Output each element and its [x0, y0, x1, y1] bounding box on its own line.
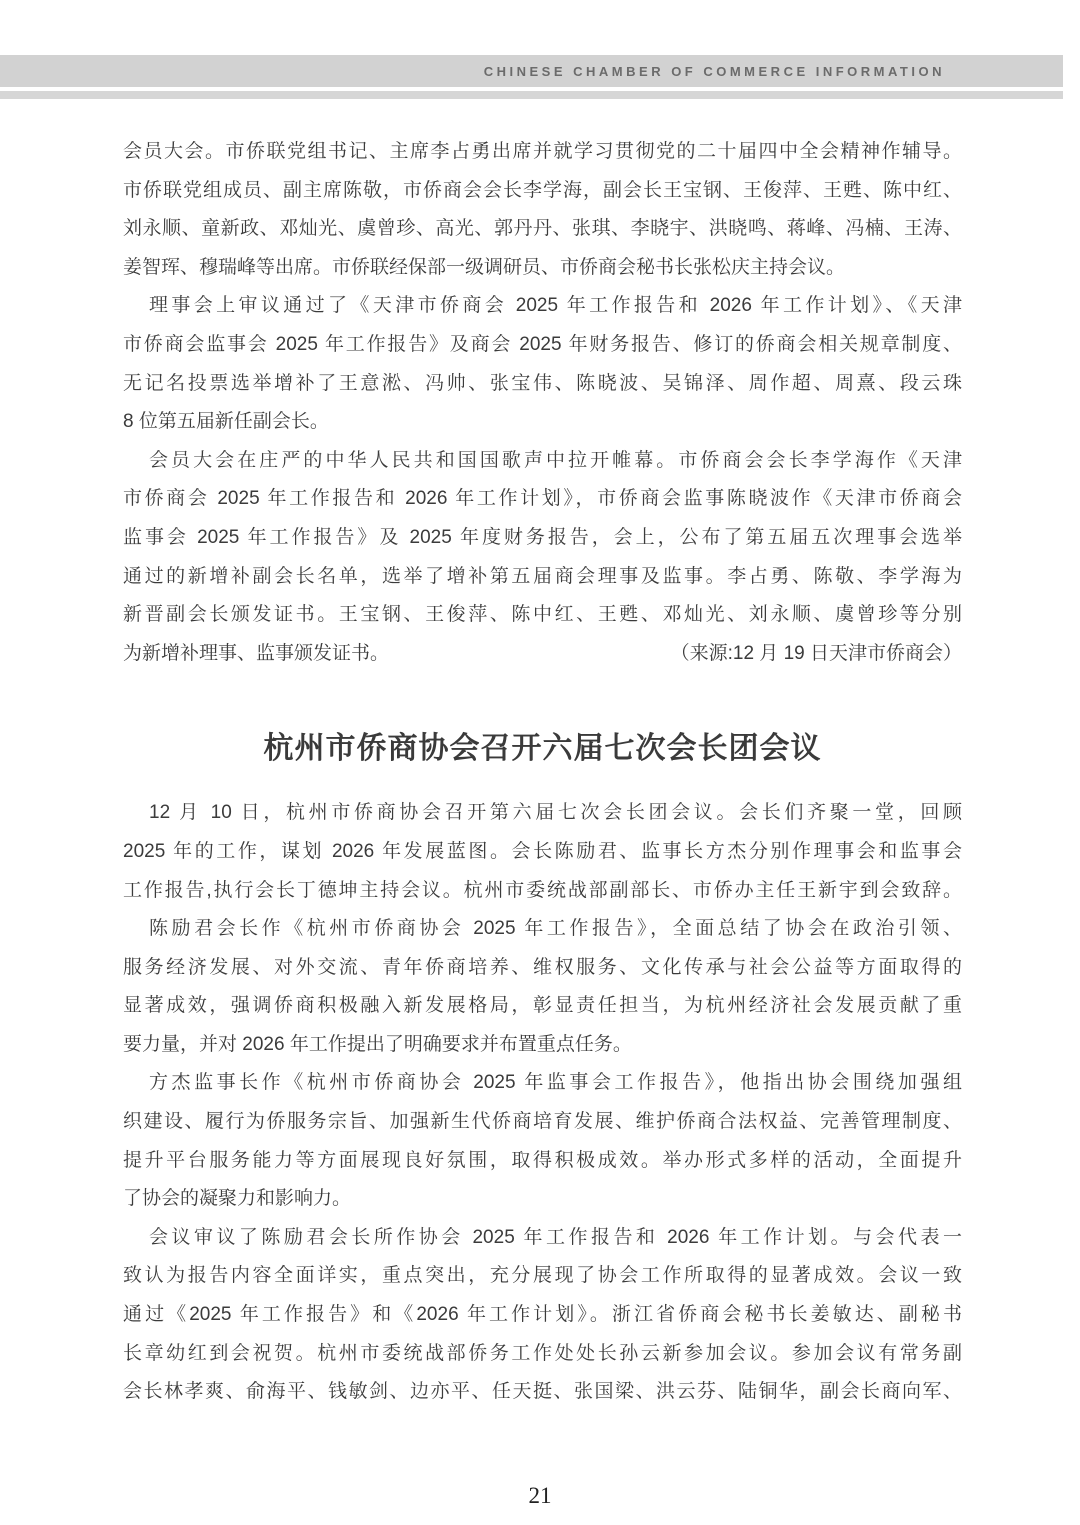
header-banner-title: CHINESE CHAMBER OF COMMERCE INFORMATION [483, 63, 945, 79]
header-banner-underline [0, 91, 1063, 99]
paragraph [123, 287, 962, 441]
body-line: 市侨商会 2025 年工作报告和 2026 年工作计划》，市侨商会监事陈晓波作《天津市侨商会 [123, 488, 962, 510]
paragraph [123, 133, 962, 287]
source-line [123, 635, 962, 674]
body-line: 提升平台服务能力等方面展现良好氛围，取得积极成效。举办形式多样的活动，全面提升 [123, 1149, 962, 1171]
body-line: 会员大会在庄严的中华人民共和国国歌声中拉开帷幕。市侨商会会长李学海作《天津 [149, 449, 962, 471]
source-line-text: 为新增补理事、监事颁发证书。 [123, 642, 390, 664]
paragraph [123, 1064, 962, 1218]
body-line: 市侨商会监事会 2025 年工作报告》及商会 2025 年财务报告、修订的侨商会相关规章制度、 [123, 333, 962, 355]
paragraph [123, 794, 962, 910]
body-line: 工作报告,执行会长丁德坤主持会议。杭州市委统战部副部长、市侨办主任王新宇到会致辞。 [123, 879, 962, 901]
body-line: 通过的新增补副会长名单，选举了增补第五届商会理事及监事。李占勇、陈敬、李学海为 [123, 565, 962, 587]
body-line: 了协会的凝聚力和影响力。 [123, 1188, 352, 1210]
body-line: 姜智珲、穆瑞峰等出席。市侨联经保部一级调研员、市侨商会秘书长张松庆主持会议。 [123, 256, 846, 278]
body-line: 服务经济发展、对外交流、青年侨商培养、维权服务、文化传承与社会公益等方面取得的 [123, 956, 962, 978]
article-content [123, 133, 962, 1412]
body-line: 会员大会。市侨联党组书记、主席李占勇出席并就学习贯彻党的二十届四中全会精神作辅导。 [123, 141, 962, 162]
body-line: 会长林孝爽、俞海平、钱敏剑、边亦平、任天挺、张国梁、洪云芬、陆铜华，副会长商向军、 [123, 1381, 962, 1403]
body-line: 显著成效，强调侨商积极融入新发展格局，彰显责任担当，为杭州经济社会发展贡献了重 [123, 995, 962, 1017]
page-number: 21 [528, 1483, 552, 1508]
body-line: 致认为报告内容全面详实，重点突出，充分展现了协会工作所取得的显著成效。会议一致 [123, 1265, 962, 1287]
body-line: 织建设、履行为侨服务宗旨、加强新生代侨商培育发展、维护侨商合法权益、完善管理制度、 [123, 1111, 962, 1133]
body-line: 陈励君会长作《杭州市侨商协会 2025 年工作报告》，全面总结了协会在政治引领、 [149, 918, 962, 940]
body-line: 8 位第五届新任副会长。 [123, 411, 329, 433]
paragraph [123, 1219, 962, 1412]
body-line: 刘永顺、童新政、邓灿光、虞曾珍、高光、郭丹丹、张琪、李晓宇、洪晓鸣、蒋峰、冯楠、王涛、 [123, 218, 962, 240]
body-line: 长章幼红到会祝贺。杭州市委统战部侨务工作处处长孙云新参加会议。参加会议有常务副 [123, 1342, 962, 1364]
article-source: （来源:12 月 19 日天津市侨商会） [670, 642, 962, 664]
paragraph [123, 442, 962, 635]
body-line: 新晋副会长颁发证书。王宝钢、王俊萍、陈中红、王甦、邓灿光、刘永顺、虞曾珍等分别 [123, 604, 962, 626]
article-title: 杭州市侨商协会召开六届七次会长团会议 [263, 732, 822, 766]
body-line: 无记名投票选举增补了王意淞、冯帅、张宝伟、陈晓波、吴锦泽、周作超、周熹、段云珠 [123, 372, 962, 394]
body-line: 监事会 2025 年工作报告》及 2025 年度财务报告，会上，公布了第五届五次理事会选举 [123, 526, 962, 548]
body-line: 通过《2025 年工作报告》和《2026 年工作计划》。浙江省侨商会秘书长姜敏达、副秘书 [123, 1304, 962, 1326]
body-line: 要力量，并对 2026 年工作提出了明确要求并布置重点任务。 [123, 1033, 632, 1055]
paragraph [123, 910, 962, 1064]
body-line: 2025 年的工作，谋划 2026 年发展蓝图。会长陈励君、监事长方杰分别作理事会和监事会 [123, 840, 962, 862]
body-line: 市侨联党组成员、副主席陈敬，市侨商会会长李学海，副会长王宝钢、王俊萍、王甦、陈中红、 [123, 179, 962, 201]
body-line: 理事会上审议通过了《天津市侨商会 2025 年工作报告和 2026 年工作计划》、《天津 [149, 295, 962, 317]
body-line: 方杰监事长作《杭州市侨商协会 2025 年监事会工作报告》，他指出协会围绕加强组 [149, 1072, 962, 1094]
body-line: 12 月 10 日，杭州市侨商协会召开第六届七次会长团会议。会长们齐聚一堂，回顾 [149, 802, 962, 824]
header-banner [0, 55, 1063, 87]
body-line: 会议审议了陈励君会长所作协会 2025 年工作报告和 2026 年工作计划。与会代表一 [149, 1226, 962, 1248]
